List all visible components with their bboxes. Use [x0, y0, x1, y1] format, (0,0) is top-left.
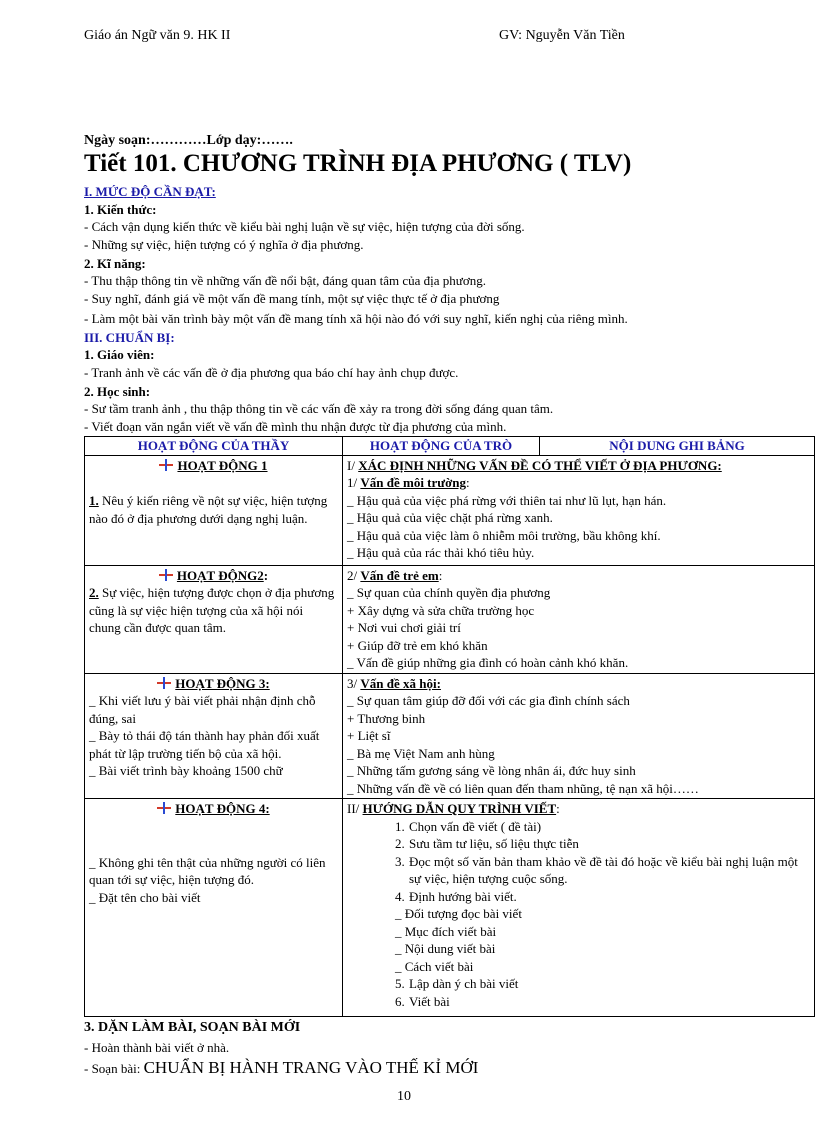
- skills-line-3: - Làm một bài văn trình bày một vấn đề mang tính xã hội nào đó với suy nghĩ, kiến nghị của riêng mình.: [84, 311, 628, 326]
- page-title: Tiết 101. CHƯƠNG TRÌNH ĐỊA PHƯƠNG ( TLV): [84, 150, 632, 177]
- list-item: 6. Viết bài: [395, 993, 450, 1009]
- list-item: + Liệt sĩ: [347, 728, 391, 743]
- col-teacher-header: HOẠT ĐỘNG CỦA THẦY: [85, 437, 343, 456]
- pin-icon: [157, 802, 171, 814]
- table-row: [85, 565, 815, 673]
- student-line-2: - Viết đoạn văn ngắn viết về vấn đề mình thu nhận được từ địa phương của mình.: [84, 419, 507, 434]
- row2-left-text: 2. Sự việc, hiện tượng được chọn ở địa phương cũng là sự việc hiện tượng của xã hội nói chung cần được quan tâm.: [89, 585, 335, 635]
- row3-right: [343, 673, 815, 799]
- row1-heading: I/ XÁC ĐỊNH NHỮNG VẤN ĐỀ CÓ THỂ VIẾT Ở ĐỊA PHƯƠNG:: [347, 457, 722, 473]
- col-student-content-header: [343, 437, 815, 456]
- steps-list: [347, 818, 810, 906]
- skills-heading: 2. Kĩ năng:: [84, 256, 146, 271]
- meta-line: Ngày soạn:…………Lớp dạy:…….: [84, 133, 293, 148]
- list-item: _ Mục đích viết bài: [395, 923, 497, 939]
- row2-right: [343, 565, 815, 673]
- activity-4-title: HOẠT ĐỘNG 4:: [89, 800, 338, 818]
- row3-sub: 3/ Vấn đề xã hội:: [347, 675, 441, 691]
- row4-left: [85, 799, 343, 1017]
- table-row: [85, 673, 815, 799]
- table-header-row: [85, 437, 815, 456]
- pin-icon: [157, 677, 171, 689]
- col-content-header: NỘI DUNG GHI BẢNG: [609, 438, 745, 453]
- knowledge-heading: 1. Kiến thức:: [84, 202, 157, 217]
- row1-left: [85, 455, 343, 565]
- list-item: _ Vấn đề giúp những gia đình có hoàn cảnh khó khăn.: [347, 655, 629, 670]
- list-item: 2. Sưu tầm tư liệu, số liệu thực tiễn: [395, 836, 579, 851]
- table-row: [85, 455, 815, 565]
- pin-icon: [159, 459, 173, 471]
- list-item: _ Đặt tên cho bài viết: [89, 889, 201, 905]
- list-item: _ Sự quan tâm giúp đỡ đối với các gia đình chính sách: [347, 693, 630, 708]
- page-number: 10: [397, 1089, 411, 1104]
- skills-line-1: - Thu thập thông tin về những vấn đề nổi bật, đáng quan tâm của địa phương.: [84, 273, 486, 288]
- activities-table: [84, 436, 815, 1017]
- teacher-line-1: - Tranh ảnh về các vấn đề ở địa phương qua báo chí hay ảnh chụp được.: [84, 365, 459, 380]
- pin-icon: [159, 569, 173, 581]
- row1-right: [343, 455, 815, 565]
- list-item: _ Bày tỏ thái độ tán thành hay phản đối xuất phát từ lập trường tiến bộ của xã hội.: [89, 728, 320, 761]
- list-item: + Nơi vui chơi giải trí: [347, 620, 461, 635]
- knowledge-line-1: - Cách vận dụng kiến thức về kiểu bài nghị luận về sự việc, hiện tượng của đời sống.: [84, 219, 525, 234]
- header-right: GV: Nguyễn Văn Tiền: [499, 28, 625, 43]
- student-heading: 2. Học sinh:: [84, 384, 151, 399]
- list-item: _ Bà mẹ Việt Nam anh hùng: [347, 745, 495, 761]
- list-item: 3. Đọc một số văn bản tham khảo về đề tài đó hoặc về kiểu bài nghị luận một sự việc, hiện tượng cuộc sống.: [395, 853, 798, 886]
- teacher-heading: 1. Giáo viên:: [84, 347, 155, 362]
- list-item: 5. Lập dàn ý ch bài viết: [395, 976, 519, 991]
- knowledge-line-2: - Những sự việc, hiện tượng có ý nghĩa ở địa phương.: [84, 237, 364, 252]
- row4-right: [343, 799, 815, 1017]
- list-item: _ Đối tượng đọc bài viết: [395, 906, 522, 921]
- row2-sub: 2/ Vấn đề trẻ em:: [347, 567, 443, 583]
- skills-line-2: - Suy nghĩ, đánh giá về một vấn đề mang tính, một sự việc thực tế ở địa phương: [84, 291, 500, 306]
- homework-line-2: - Soạn bài: CHUẨN BỊ HÀNH TRANG VÀO THẾ KỈ MỚI: [84, 1058, 479, 1077]
- table-row: [85, 799, 815, 1017]
- steps-list-2: [347, 975, 810, 1010]
- list-item: _ Hậu quả của việc phá rừng với thiên tai như lũ lụt, hạn hán.: [347, 492, 667, 508]
- activity-1-title: HOẠT ĐỘNG 1: [89, 457, 338, 475]
- list-item: + Thương binh: [347, 710, 426, 726]
- student-line-1: - Sư tầm tranh ảnh , thu thập thông tin về các vấn đề xảy ra trong đời sống đáng quan tâm.: [84, 401, 554, 416]
- list-item: _ Những vấn đề về có liên quan đến tham nhũng, tệ nạn xã hội……: [347, 780, 699, 796]
- section-3-heading: III. CHUẨN BỊ:: [84, 330, 175, 345]
- row2-left: [85, 565, 343, 673]
- header-left: Giáo án Ngữ văn 9. HK II: [84, 28, 231, 43]
- homework-line-1: - Hoàn thành bài viết ở nhà.: [84, 1040, 230, 1055]
- col-student-header: HOẠT ĐỘNG CỦA TRÒ: [343, 437, 540, 455]
- list-item: _ Hậu quả của việc chặt phá rừng xanh.: [347, 510, 553, 525]
- list-item: 4. Định hướng bài viết.: [395, 888, 517, 904]
- list-item: _ Khi viết lưu ý bài viết phải nhận định chỗ đúng, sai: [89, 693, 316, 726]
- next-lesson-title: CHUẨN BỊ HÀNH TRANG VÀO THẾ KỈ MỚI: [143, 1058, 479, 1077]
- list-item: _ Những tấm gương sáng về lòng nhân ái, đức huy sinh: [347, 763, 636, 778]
- list-item: _ Cách viết bài: [395, 958, 474, 974]
- list-item: _ Nội dung viết bài: [395, 941, 496, 956]
- homework-heading: 3. DẶN LÀM BÀI, SOẠN BÀI MỚI: [84, 1020, 301, 1035]
- row1-sub: 1/ Vấn đề môi trường:: [347, 475, 470, 490]
- row1-left-text: 1. Nêu ý kiến riêng về nột sự việc, hiện tượng nào đó ở địa phương dưới dạng nghị luận.: [89, 493, 328, 526]
- list-item: _ Sự quan của chính quyền địa phương: [347, 585, 551, 600]
- row3-left: [85, 673, 343, 799]
- list-item: _ Hậu quả của việc làm ô nhiễm môi trường, bầu không khí.: [347, 527, 661, 543]
- list-item: _ Hậu quả của rác thải khó tiêu hủy.: [347, 545, 535, 560]
- row4-heading: II/ HƯỚNG DẪN QUY TRÌNH VIẾT:: [347, 801, 560, 816]
- list-item: + Giúp đỡ trẻ em khó khăn: [347, 637, 488, 653]
- list-item: 1. Chọn vấn đề viết ( đề tài): [395, 818, 542, 834]
- list-item: _ Bài viết trình bày khoảng 1500 chữ: [89, 763, 283, 778]
- list-item: _ Không ghi tên thật của những người có liên quan tới sự việc, hiện tượng đó.: [89, 854, 326, 887]
- activity-2-title: HOẠT ĐỘNG2:: [89, 567, 338, 585]
- section-1-heading: I. MỨC ĐỘ CẦN ĐẠT:: [84, 184, 216, 199]
- activity-3-title: HOẠT ĐỘNG 3:: [89, 675, 338, 693]
- list-item: + Xây dựng và sửa chữa trường học: [347, 602, 535, 618]
